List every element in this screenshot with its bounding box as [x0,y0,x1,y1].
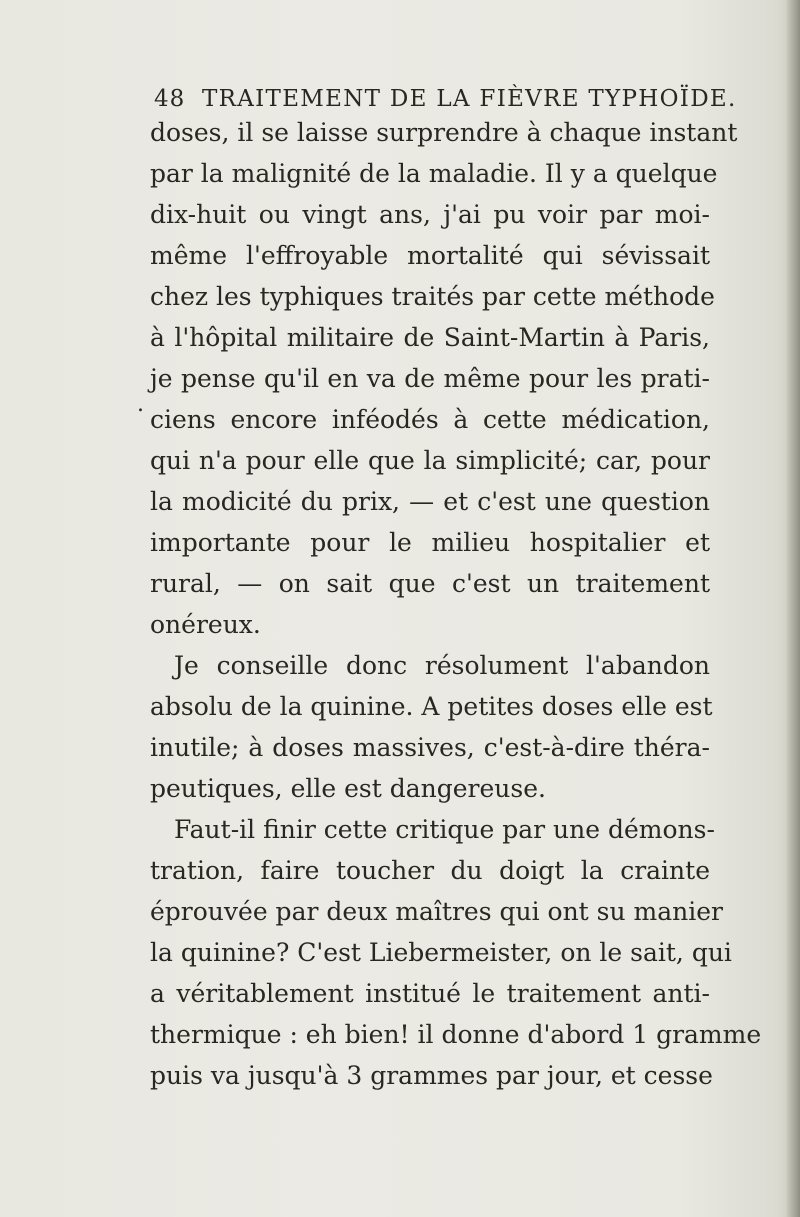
text-line: chez les typhiques traités par cette méthode [150,282,715,311]
text-line: thermique : eh bien! il donne d'abord 1 gramme [150,1020,762,1049]
page-edge [786,0,800,1217]
text-line: Je conseille donc résolument l'abandon [174,651,710,680]
text-line: dix-huit ou vingt ans, j'ai pu voir par moi- [150,200,710,229]
text-line: la modicité du prix, — et c'est une question [150,487,710,516]
body-text [150,112,762,1096]
text-line: inutile; à doses massives, c'est-à-dire théra- [150,733,710,762]
margin-mark: . [137,392,144,417]
running-head [0,80,800,116]
text-line: même l'effroyable mortalité qui sévissait [150,241,710,270]
text-line: éprouvée par deux maîtres qui ont su manier [150,897,724,926]
text-line: absolu de la quinine. A petites doses elle est [150,692,713,721]
text-line: onéreux. [150,610,261,639]
running-title: TRAITEMENT DE LA FIÈVRE TYPHOÏDE. [202,86,737,112]
text-line: importante pour le milieu hospitalier et [150,528,710,557]
text-line: la quinine? C'est Liebermeister, on le sait, qui [150,938,732,967]
text-line: tration, faire toucher du doigt la crainte [150,856,710,885]
page-number: 48 [154,86,186,112]
text-line: je pense qu'il en va de même pour les prati- [150,364,710,393]
text-line: doses, il se laisse surprendre à chaque instant [150,118,738,147]
text-line: puis va jusqu'à 3 grammes par jour, et cesse [150,1061,713,1090]
text-line: par la malignité de la maladie. Il y a quelque [150,159,718,188]
text-line: ciens encore inféodés à cette médication, [150,405,710,434]
text-line: à l'hôpital militaire de Saint-Martin à Paris, [150,323,710,352]
text-line: rural, — on sait que c'est un traitement [150,569,710,598]
text-line: Faut-il finir cette critique par une démons- [174,815,715,844]
text-line: a véritablement institué le traitement anti- [150,979,710,1008]
text-line: qui n'a pour elle que la simplicité; car, pour [150,446,710,475]
text-line: peutiques, elle est dangereuse. [150,774,546,803]
